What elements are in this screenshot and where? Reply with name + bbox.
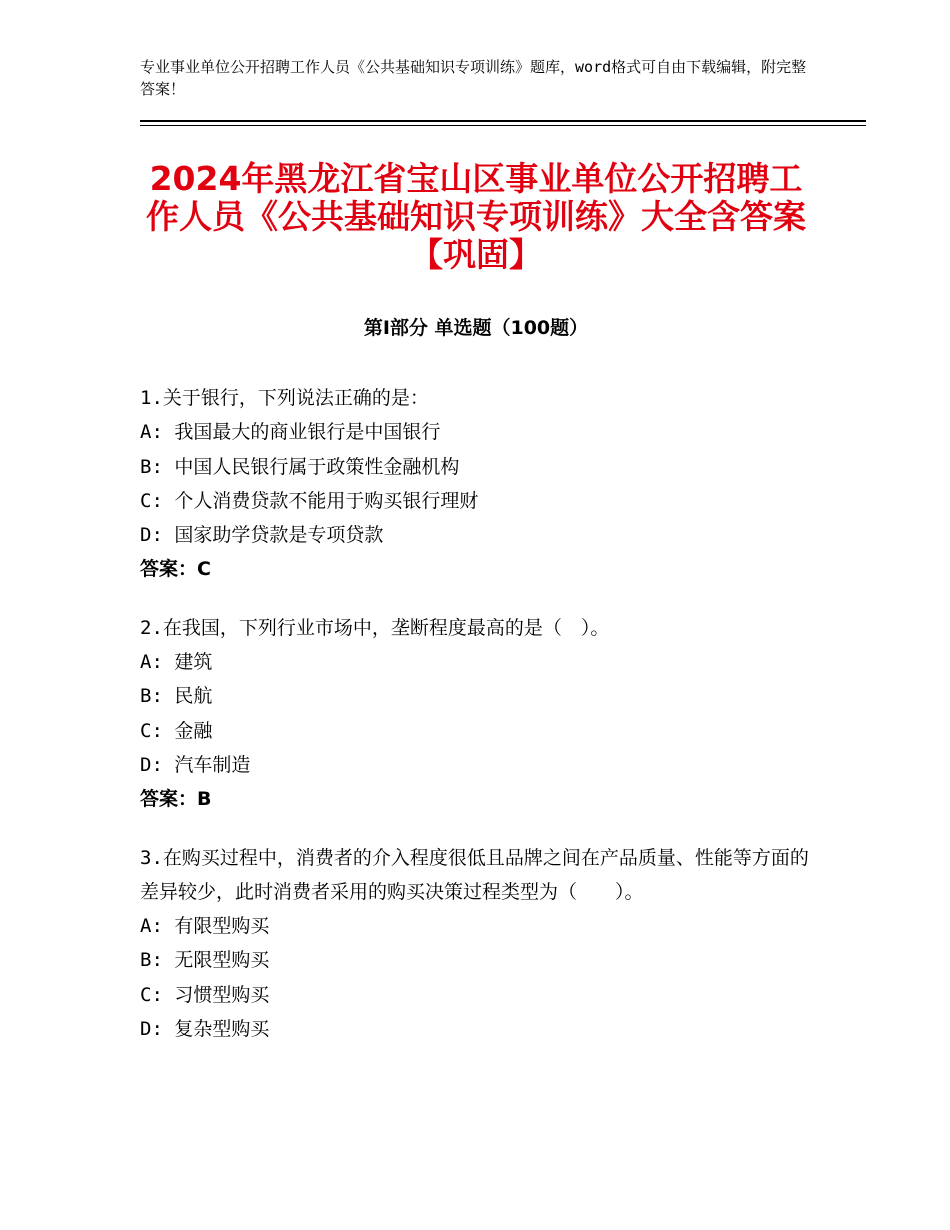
question-1 — [140, 381, 812, 587]
option-c: C: 个人消费贷款不能用于购买银行理财 — [140, 489, 479, 512]
answer-text: 答案：C — [140, 558, 211, 581]
option-d: D: 复杂型购买 — [140, 1018, 270, 1041]
option-d: D: 国家助学贷款是专项贷款 — [140, 524, 384, 547]
option-b: B: 中国人民银行属于政策性金融机构 — [140, 455, 460, 478]
section-title: 第Ⅰ部分 单选题（100题） — [363, 317, 589, 339]
header-note: 专业事业单位公开招聘工作人员《公共基础知识专项训练》题库，word格式可自由下载编辑，附完整答案！ — [140, 58, 807, 98]
option-a: A: 有限型购买 — [140, 915, 270, 938]
question-stem: 2.在我国，下列行业市场中，垄断程度最高的是（ ）。 — [140, 616, 610, 639]
option-b: B: 民航 — [140, 685, 213, 708]
option-a: A: 我国最大的商业银行是中国银行 — [140, 421, 441, 444]
option-a: A: 建筑 — [140, 651, 213, 674]
option-c: C: 习惯型购买 — [140, 983, 270, 1006]
option-d: D: 汽车制造 — [140, 753, 251, 776]
option-c: C: 金融 — [140, 719, 213, 742]
question-3 — [140, 841, 812, 1047]
question-stem: 3.在购买过程中，消费者的介入程度很低且品牌之间在产品质量、性能等方面的差异较少，此时消费者采用的购买决策过程类型为（ ）。 — [140, 846, 809, 903]
question-2 — [140, 611, 812, 817]
answer-text: 答案：B — [140, 788, 212, 811]
header-rule-thick — [140, 120, 866, 122]
document-title: 2024年黑龙江省宝山区事业单位公开招聘工作人员《公共基础知识专项训练》大全含答案【巩固】 — [146, 159, 806, 274]
question-stem: 1.关于银行，下列说法正确的是： — [140, 387, 429, 409]
question-list — [140, 381, 812, 1070]
option-b: B: 无限型购买 — [140, 949, 270, 972]
header-rule-thin — [140, 125, 866, 126]
